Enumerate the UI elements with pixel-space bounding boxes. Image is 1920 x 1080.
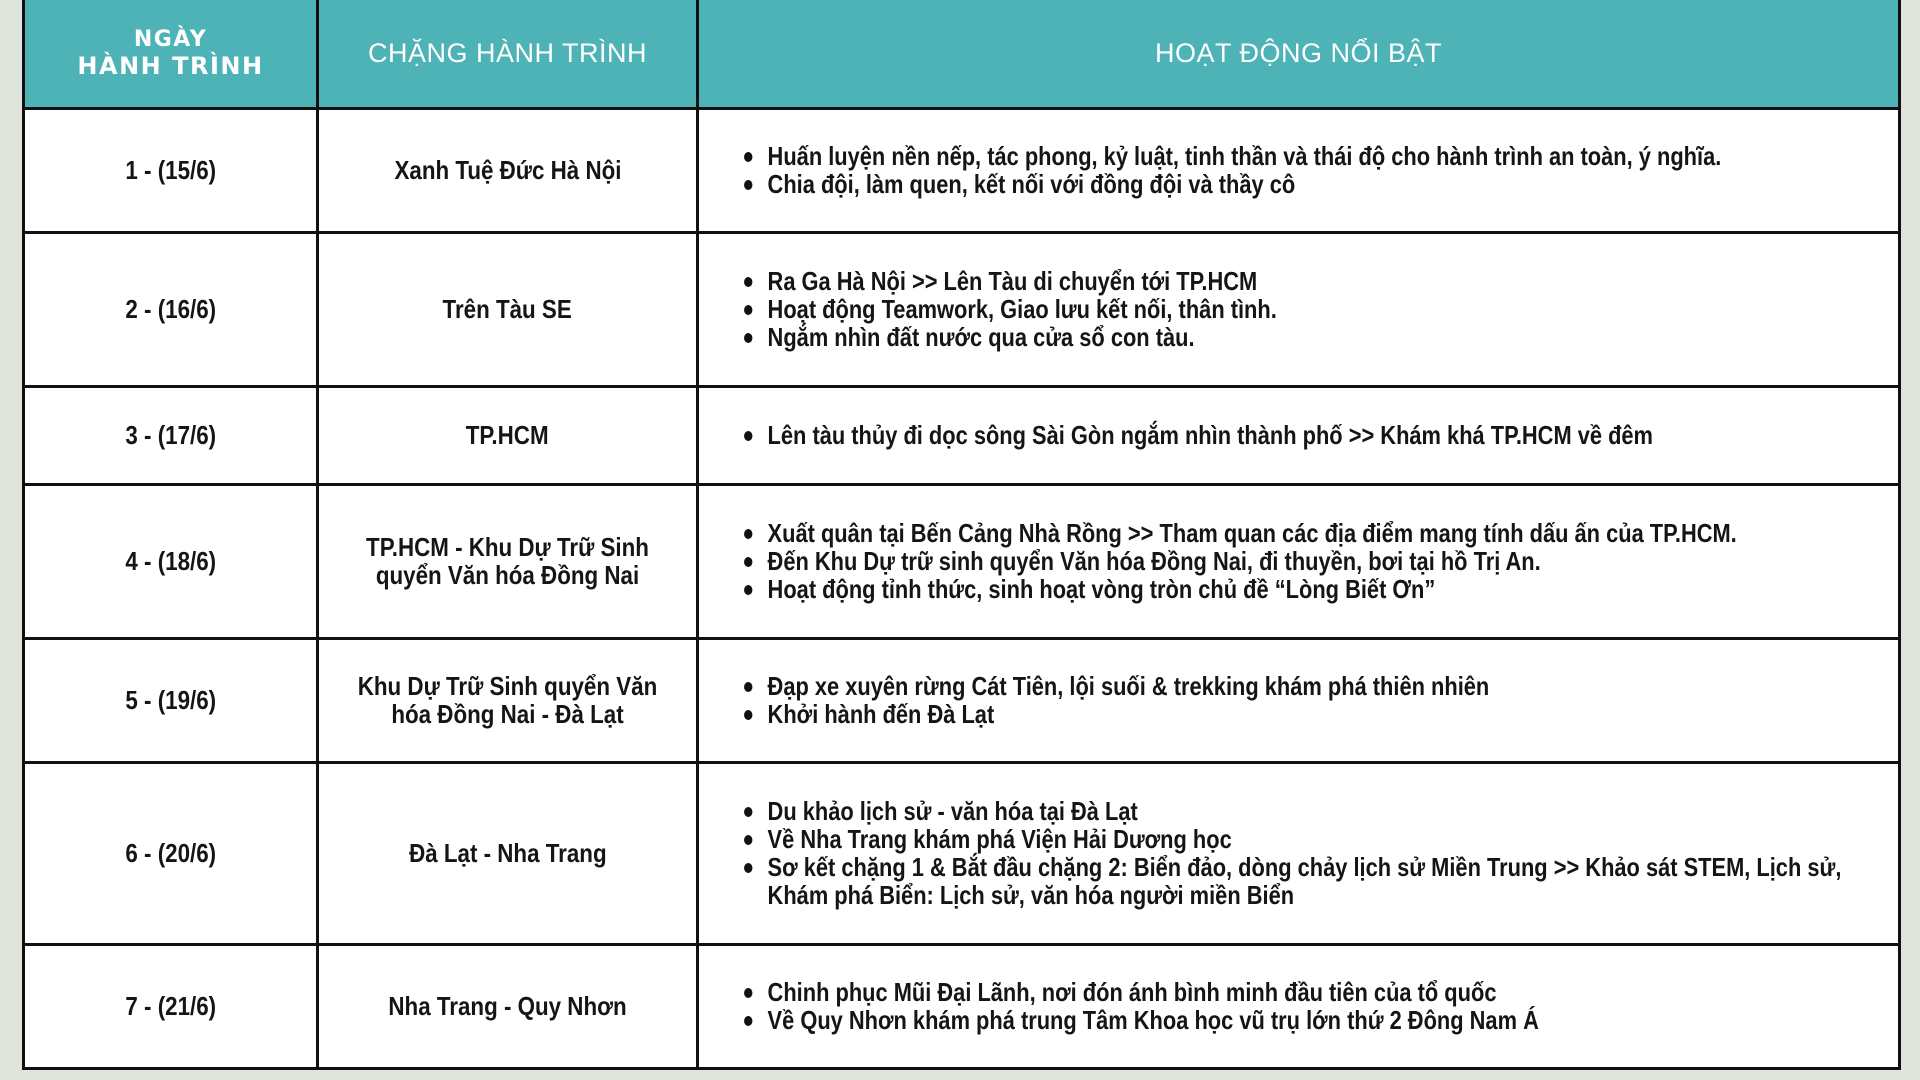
stage-cell [318,484,698,638]
stage-text: Nha Trang - Quy Nhơn [388,991,627,1021]
activities-cell [698,108,1900,232]
day-text: 3 - (17/6) [125,420,216,450]
activity-item: Hoạt động tỉnh thức, sinh hoạt vòng tròn chủ đề “Lòng Biết Ơn” [739,575,1878,603]
activities-cell [698,386,1900,484]
activity-item: Chinh phục Mũi Đại Lãnh, nơi đón ánh bình minh đầu tiên của tổ quốc [739,978,1878,1006]
table-body [24,108,1900,1068]
day-cell [24,386,318,484]
stage-cell [318,638,698,762]
stage-cell [318,386,698,484]
activity-list [739,672,1878,728]
stage-text: Khu Dự Trữ Sinh quyển Văn hóa Đồng Nai - Đà Lạt [357,671,658,729]
table-row [24,108,1900,232]
stage-text: Đà Lạt - Nha Trang [408,838,607,868]
stage-text: TP.HCM [466,420,549,450]
activity-list [739,142,1878,198]
day-cell [24,232,318,386]
stage-text: Xanh Tuệ Đức Hà Nội [394,155,621,185]
table-row [24,638,1900,762]
activities-cell [698,944,1900,1068]
stage-cell [318,762,698,944]
table-row [24,484,1900,638]
activity-item: Du khảo lịch sử - văn hóa tại Đà Lạt [739,797,1878,825]
activity-item: Sơ kết chặng 1 & Bắt đầu chặng 2: Biển đảo, dòng chảy lịch sử Miền Trung >> Khảo sát STEM, Lịch sử, Khám phá Biển: Lịch sử, văn hóa người miền Biển [739,853,1878,909]
activity-item: Đến Khu Dự trữ sinh quyển Văn hóa Đồng Nai, đi thuyền, bơi tại hồ Trị An. [739,547,1878,575]
activity-item: Hoạt động Teamwork, Giao lưu kết nối, thân tình. [739,295,1878,323]
activity-list [739,978,1878,1034]
header-activities: HOẠT ĐỘNG NỔI BẬT [698,0,1900,108]
activities-cell [698,484,1900,638]
activity-item: Về Quy Nhơn khám phá trung Tâm Khoa học vũ trụ lớn thứ 2 Đông Nam Á [739,1006,1878,1034]
table-row [24,762,1900,944]
activity-item: Khởi hành đến Đà Lạt [739,700,1878,728]
stage-cell [318,232,698,386]
header-day-line2: HÀNH TRÌNH [77,52,264,81]
activity-list [739,797,1878,909]
day-cell [24,484,318,638]
activity-list [739,421,1878,449]
day-text: 1 - (15/6) [125,155,216,185]
table-row [24,232,1900,386]
day-text: 7 - (21/6) [125,991,216,1021]
day-cell [24,108,318,232]
stage-text: TP.HCM - Khu Dự Trữ Sinh quyển Văn hóa Đồng Nai [366,532,649,590]
itinerary-table [22,0,1901,1070]
header-stage: CHẶNG HÀNH TRÌNH [318,0,698,108]
day-cell [24,944,318,1068]
activity-list [739,267,1878,351]
header-day [24,0,318,108]
table-row [24,386,1900,484]
day-text: 4 - (18/6) [125,546,216,576]
activities-cell [698,232,1900,386]
activity-item: Về Nha Trang khám phá Viện Hải Dương học [739,825,1878,853]
day-text: 6 - (20/6) [125,838,216,868]
stage-text: Trên Tàu SE [442,294,573,324]
stage-cell [318,944,698,1068]
activity-list [739,519,1878,603]
activity-item: Huấn luyện nền nếp, tác phong, kỷ luật, tinh thần và thái độ cho hành trình an toàn, ý nghĩa. [739,142,1878,170]
activity-item: Chia đội, làm quen, kết nối với đồng đội và thầy cô [739,170,1878,198]
activities-cell [698,762,1900,944]
day-cell [24,762,318,944]
activity-item: Ra Ga Hà Nội >> Lên Tàu di chuyển tới TP.HCM [739,267,1878,295]
activity-item: Xuất quân tại Bến Cảng Nhà Rồng >> Tham quan các địa điểm mang tính dấu ấn của TP.HCM. [739,519,1878,547]
header-day-line1: NGÀY [133,27,208,53]
stage-cell [318,108,698,232]
header-row [24,0,1900,108]
table-row [24,944,1900,1068]
table-header [24,0,1900,108]
activities-cell [698,638,1900,762]
activity-item: Đạp xe xuyên rừng Cát Tiên, lội suối & trekking khám phá thiên nhiên [739,672,1878,700]
day-cell [24,638,318,762]
day-text: 2 - (16/6) [125,294,216,324]
activity-item: Lên tàu thủy đi dọc sông Sài Gòn ngắm nhìn thành phố >> Khám khá TP.HCM về đêm [739,421,1878,449]
day-text: 5 - (19/6) [125,685,216,715]
activity-item: Ngắm nhìn đất nước qua cửa sổ con tàu. [739,323,1878,351]
